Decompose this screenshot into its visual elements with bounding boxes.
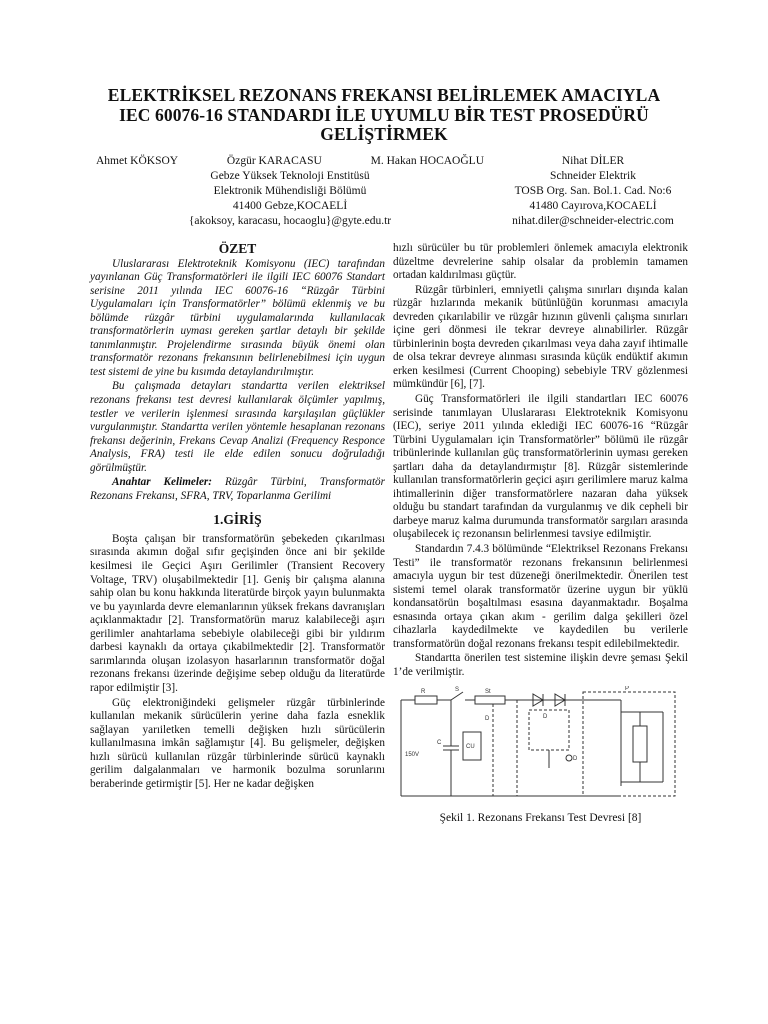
title-line-3: GELİŞTİRMEK <box>320 124 448 144</box>
keywords-text: Rüzgâr Türbini, Transformatör Rezonans Frekansı, SFRA, TRV, Toparlanma Gerilimi <box>90 476 385 502</box>
label-r1: R <box>421 688 426 695</box>
abstract-paragraph: Bu çalışmada detayları standartta verilen elektriksel rezonans frekansı test devresi kullanılarak ölçümler yapılmış, testler ve verilerin işlenmesi sırasında karşılaşılan güçlükler vurgulanmıştır. Standartta verilen yöntemle hesaplanan rezonans frekansı değerinin, Frekans Cevap Analizi (Frequency Responce Analysis, FRA) testi ile elde edilen sonucu doğruladığı görülmüştür. <box>90 380 385 474</box>
abstract-paragraph: Uluslararası Elektroteknik Komisyonu (IEC) tarafından yayınlanan Güç Transformatörleri ile ilgili IEC 60076 Standart serisine 2011 yılında IEC 60076-16 “Rüzgâr Türbini Uygulamaları için Transformatörler” bölümü eklenmiş ve bu bölümde rüzgâr türbini uygulamalarında kullanılacak transformatörlerin uyması gereken şartlar detaylı bir şekilde tanımlanmıştır. Projelendirme sırasında büyük önemi olan transformatör rezonans frekansının belirlenebilmesi için uygun test sistemi de yine bu kısımda detaylandırılmıştır. <box>90 257 385 378</box>
label-d: D <box>543 713 548 720</box>
author-email[interactable]: nihat.diler@schneider-electric.com <box>512 215 674 227</box>
label-cu: CU <box>466 743 475 750</box>
body-paragraph: Rüzgâr türbinleri, emniyetli çalışma sınırları dışında kalan rüzgâr hızlarında mekanik bütünlüğün korunması amacıyla devreden çıkarılabilir ve rüzgâr hızının güvenli çalışma sınırları içine geri dönmesi ile tekrar devreye alınabilirler. Rüzgâr türbinlerinin boşta devreden çıkarılması veya daha zayıf ihtimalle de olsa tekrar devreye alınması sırasında küçük endüktif akımın erken kesilmesi (Current Chooping) sebebiyle TRV gözlenmesi mümkündür [6], [7]. <box>393 283 688 391</box>
author-names <box>90 154 490 169</box>
label-c1: C <box>437 739 442 746</box>
label-st: St <box>485 688 491 695</box>
figure-caption: Şekil 1. Rezonans Frekansı Test Devresi [8] <box>439 812 642 825</box>
keywords <box>90 476 385 503</box>
body-paragraph: hızlı sürücüler bu tür problemleri önlemek amacıyla elektronik düzeltme devrelerine sahip olsalar da problemin tamamen ortadan kaldırılması güçtür. <box>393 242 688 282</box>
label-s: S <box>455 686 460 693</box>
authors-block-right <box>478 154 708 229</box>
author-address: 41400 Gebze,KOCAELİ <box>232 200 348 212</box>
diode-bridge <box>529 710 569 750</box>
label-p: P <box>625 685 630 692</box>
title-line-2: IEC 60076-16 STANDARDI İLE UYUMLU BİR TEST PROSEDÜRÜ <box>119 104 649 125</box>
shunt-st <box>475 696 505 704</box>
resistor-r1 <box>415 696 437 704</box>
probe-d2 <box>566 755 572 761</box>
author-name: Özgür KARACASU <box>226 155 322 167</box>
author-address: TOSB Org. San. Bol.1. Cad. No:6 <box>514 185 672 197</box>
label-d1: D <box>485 715 490 722</box>
author-institution: Schneider Elektrik <box>550 170 636 182</box>
body-paragraph: Güç Transformatörleri ile ilgili standartları IEC 60076 serisinde tanımlayan Uluslararası Elektroteknik Komisyonu (IEC), seriye 2011 yılında eklediği IEC 60076-16 “Rüzgâr Türbini Uygulamaları için Transformatörler” bölümü ile rüzgâr tribünlerinde kullanılan güç transformatörlerinin uyması gereken şartları daha da detaylandırmıştır [8]. Rüzgâr sistemlerinde kullanılan transformatörlerin geçici aşırı gerilimlere maruz kalma ihtimallerinin diğer transformatörlere nazaran daha yüksek olduğu bu standart tarafından da vurgulanmış ve dik cepheli bir darbeye maruz kalma durumunda transformatör sargıları arasında oluşabilecek iç rezonansın belirlenmesi tavsiye edilmiştir. <box>393 393 688 541</box>
paper-title <box>40 86 728 145</box>
intro-heading: 1.GİRİŞ <box>213 512 262 528</box>
author-name: Nihat DİLER <box>561 155 625 167</box>
author-name: Ahmet KÖKSOY <box>96 155 179 167</box>
right-column <box>393 242 688 830</box>
label-d2: D <box>573 755 578 762</box>
keywords-label: Anahtar Kelimeler: <box>112 476 213 489</box>
authors-block-left <box>90 154 490 229</box>
transformer-p <box>583 692 675 796</box>
author-institution: Gebze Yüksek Teknoloji Enstitüsü <box>210 170 370 182</box>
switch-s <box>451 692 463 700</box>
transformer-winding <box>633 726 647 762</box>
left-column <box>90 242 385 792</box>
title-line-1: ELEKTRİKSEL REZONANS FREKANSI BELİRLEMEK AMACIYLA <box>107 85 661 105</box>
body-paragraph: Güç elektroniğindeki gelişmeler rüzgâr türbinlerinde kullanılan mekanik sürücülerin yerine daha fazla esneklik sağlayan yarıiletken temelli değişken hızlı sürücülerin kullanılmasına imkân sağlamıştır [4]. Bu gelişmeler, değişken hızlı sürücü kullanılan rüzgâr türbinlerinde sürücü kaynaklı gerilim dalgalanmaları ve harmonik bozulma sorunlarını beraberinde getirmiştir [5]. Her ne kadar değişken <box>90 696 385 790</box>
author-city: 41480 Cayırova,KOCAELİ <box>529 200 657 212</box>
label-voltage: 150V <box>405 751 420 758</box>
author-email[interactable]: {akoksoy, karacasu, hocaoglu}@gyte.edu.tr <box>188 215 392 227</box>
body-paragraph: Standardın 7.4.3 bölümünde “Elektriksel Rezonans Frekansı Testi” ile transformatör rezonans frekansının belirlenmesi amacıyla uygun bir test düzeneği önerilmektedir. Önerilen test sistemi temel olarak transformatör üzerine uygun bir yüklü kondansatörün boşaltılması esasına dayanmaktadır. Boşalma esnasında ortaya çıkan akım - gerilim dalga şekilleri özel cihazlarla kaydedilmekte ve kaydedilen bu verilerle transformatörün doğal rezonans frekansı tespit edilebilmektedir. <box>393 543 688 650</box>
body-paragraph: Boşta çalışan bir transformatörün şebekeden çıkarılması sırasında akımın doğal sıfır geçişinden önce ani bir şekilde kesilmesi ile Geçici Aşırı Gerilimler (Transient Recovery Voltage, TRV) oluşabilmektedir [1]. Geniş bir çalışma alanına sahip olan bu konu hakkında literatürde birçok yayın bulunmakta ve bu yayınlarda devre elemanlarının yüksek frekans davranışları açıklanmaktadır [2]. Transformatörün maruz kalabileceği aşırı gerilimler anahtarlama sebebiyle olabileceği gibi bir yıldırım darbesi kaynaklı da ortaya çıkabilmektedir [2]. Transformatör sarımlarında oluşan izolasyon hasarlarının transformatör doğal rezonans frekansı üzerinde değişime sebep olduğu da literatürde rapor edilmiştir [3]. <box>90 532 385 694</box>
circuit-diagram <box>393 686 683 806</box>
author-name: M. Hakan HOCAOĞLU <box>370 155 484 167</box>
author-department: Elektronik Mühendisliği Bölümü <box>213 185 367 197</box>
abstract-heading: ÖZET <box>218 241 257 256</box>
circuit-figure <box>393 686 688 826</box>
body-paragraph: Standartta önerilen test sistemine ilişkin devre şeması Şekil 1’de verilmiştir. <box>393 652 688 678</box>
